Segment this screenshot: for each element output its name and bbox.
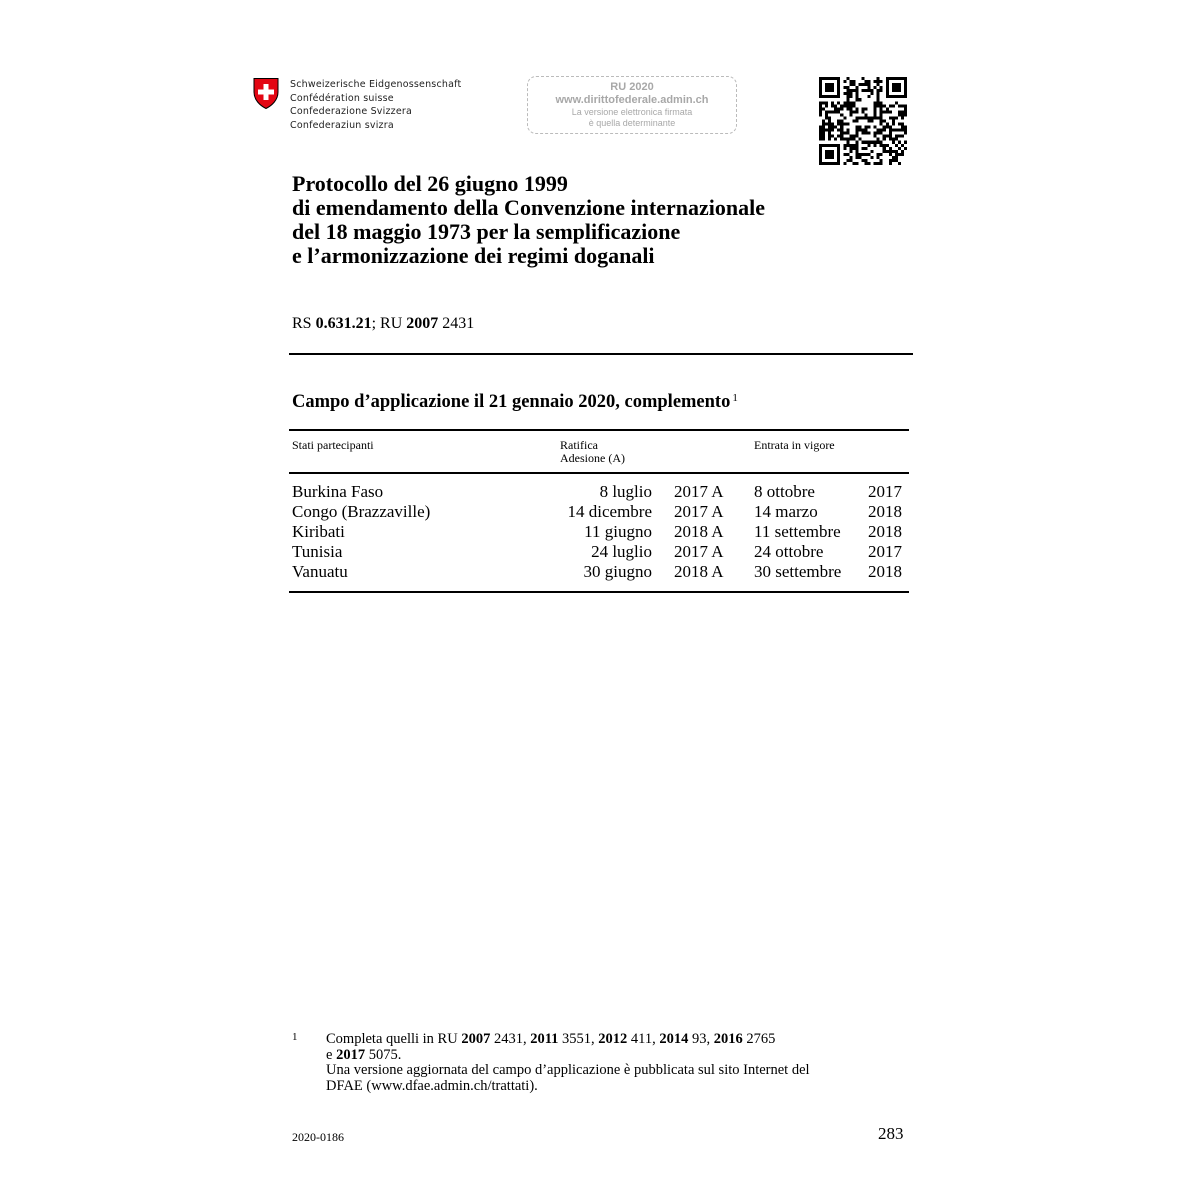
footnote-year: 2017 [336,1046,366,1063]
table-bottom-rule [289,591,909,593]
footnote-text-part: Completa quelli in RU [326,1031,462,1047]
state-name: Congo (Brazzaville) [292,502,431,521]
entry-date: 30 settembre [754,562,842,581]
footnote-text-part: 3551, [558,1031,599,1047]
section-heading-text: Campo d’applicazione il 21 gennaio 2020, complemento [292,392,731,412]
entry-date: 24 ottobre [754,542,824,561]
footnote-line-4: DFAE (www.dfae.admin.ch/trattati). [326,1077,538,1094]
table-row [0,562,1200,582]
entry-date: 14 marzo [754,502,818,521]
swiss-cross-shield-icon [252,77,280,110]
footnote-text-part: 411, [627,1031,660,1047]
rs-number: 0.631.21 [315,315,372,332]
entry-year: 2017 [868,542,902,561]
ratification-year: 2018 A [674,562,724,581]
ratification-date: 11 giugno [584,522,652,541]
title-line-1: Protocollo del 26 giugno 1999 [292,171,568,196]
entry-year: 2018 [868,502,902,521]
title-line-2: di emendamento della Convenzione internazionale [292,195,765,220]
state-name: Tunisia [292,542,343,561]
footnote-year: 2011 [530,1031,559,1047]
footnote-year: 2012 [598,1031,628,1047]
column-header-states: Stati partecipanti [292,438,374,452]
ratification-year: 2017 A [674,502,724,521]
document-title [292,172,765,268]
entry-date: 8 ottobre [754,482,815,501]
footnote-year: 2016 [713,1031,743,1047]
official-publication-stamp [527,76,737,134]
column-header-ratification-line2: Adesione (A) [560,451,625,465]
entry-year: 2017 [868,482,902,501]
ratification-date: 30 giugno [583,562,652,581]
column-header-entry-into-force: Entrata in vigore [754,438,835,452]
ratification-date: 14 dicembre [567,502,652,521]
stamp-note-line2: è quella determinante [588,118,676,128]
qr-code-icon [819,77,907,165]
ratification-date: 24 luglio [591,542,652,561]
table-row [0,542,1200,562]
confederation-name-de: Schweizerische Eidgenossenschaft [290,79,462,90]
document-number: 2020-0186 [292,1130,344,1144]
column-header-ratification-line1: Ratifica [560,438,598,452]
table-body [0,482,1200,582]
table-top-rule [289,429,909,431]
table-row [0,522,1200,542]
footnote-reference: 1 [732,392,738,404]
title-line-4: e l’armonizzazione dei regimi doganali [292,243,655,268]
footnote-text-part: 93, [688,1031,714,1047]
footnote-text-part: 5075. [365,1046,402,1063]
stamp-note-line1: La versione elettronica firmata [571,107,693,117]
confederation-name-rm: Confederaziun svizra [290,119,394,131]
title-line-3: del 18 maggio 1973 per la semplificazione [292,219,681,244]
ru-page: 2431 [438,315,475,332]
ratification-year: 2017 A [674,482,724,501]
entry-year: 2018 [868,522,902,541]
ratification-date: 8 luglio [599,482,652,501]
footnote-year: 2014 [659,1031,689,1047]
ratification-year: 2018 A [674,522,724,541]
footnote-text-part: 2431, [490,1031,531,1047]
state-name: Kiribati [292,522,345,541]
confederation-name-fr: Confédération suisse [290,92,394,104]
footnote-text-part: e [326,1046,337,1063]
stamp-title: RU 2020 [610,81,654,93]
ru-separator: ; RU [371,315,407,332]
state-name: Vanuatu [292,562,348,581]
confederation-name-it: Confederazione Svizzera [290,106,413,117]
confederation-names [290,78,461,132]
ru-year: 2007 [406,315,439,332]
table-header-rule [289,472,909,474]
footnote-line-3: Una versione aggiornata del campo d’applicazione è pubblicata sul sito Internet del [326,1062,810,1078]
state-name: Burkina Faso [292,482,384,501]
ratification-year: 2017 A [674,542,724,561]
footnote-number: 1 [292,1031,298,1043]
column-header-ratification [560,439,625,465]
entry-year: 2018 [868,562,902,581]
reference-line [292,315,474,333]
table-row [0,482,1200,502]
footnote-text [326,1032,886,1094]
table-row [0,502,1200,522]
footnote-year: 2007 [461,1031,491,1047]
section-heading [292,392,738,413]
footnote-line-1 [326,1032,886,1048]
footnote-text-part: 2765 [742,1031,776,1047]
rs-prefix: RS [292,315,316,332]
page-number: 283 [878,1124,904,1143]
stamp-website: www.dirittofederale.admin.ch [555,94,709,106]
footnote-line-2 [326,1048,886,1064]
entry-date: 11 settembre [754,522,841,541]
section-divider [289,353,913,355]
